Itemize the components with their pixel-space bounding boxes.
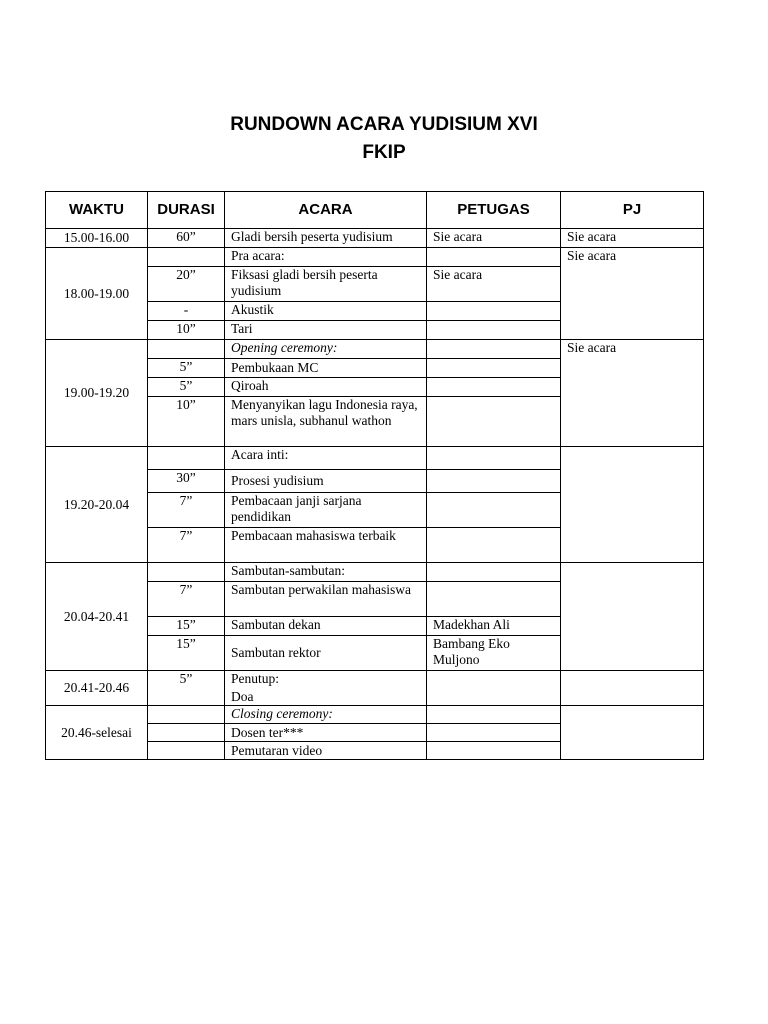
petugas-cell [427, 493, 561, 528]
petugas-cell [427, 528, 561, 563]
waktu-cell: 20.41-20.46 [46, 671, 148, 706]
acara-cell: Pembukaan MC [225, 359, 427, 378]
durasi-cell [148, 447, 225, 470]
acara-cell: Pemutaran video [225, 742, 427, 760]
petugas-cell [427, 248, 561, 267]
acara-cell: Dosen ter*** [225, 724, 427, 742]
durasi-cell: 15” [148, 617, 225, 636]
petugas-cell [427, 724, 561, 742]
acara-cell [225, 671, 427, 706]
durasi-cell [148, 563, 225, 582]
durasi-cell: 5” [148, 359, 225, 378]
durasi-cell: 15” [148, 636, 225, 671]
pj-cell [561, 671, 704, 706]
petugas-cell [427, 321, 561, 340]
pj-cell [561, 563, 704, 671]
table-row [46, 671, 704, 706]
petugas-cell [427, 378, 561, 397]
petugas-cell [427, 397, 561, 447]
header-petugas: PETUGAS [427, 192, 561, 229]
acara-cell: Akustik [225, 302, 427, 321]
durasi-cell: 7” [148, 528, 225, 563]
durasi-cell: 30” [148, 470, 225, 493]
acara-cell: Sambutan-sambutan: [225, 563, 427, 582]
durasi-cell [148, 248, 225, 267]
petugas-cell: Madekhan Ali [427, 617, 561, 636]
waktu-cell: 19.00-19.20 [46, 340, 148, 447]
acara-cell: Pra acara: [225, 248, 427, 267]
petugas-cell [427, 706, 561, 724]
waktu-cell: 20.04-20.41 [46, 563, 148, 671]
acara-cell: Sambutan perwakilan mahasiswa [225, 582, 427, 617]
petugas-cell: Sie acara [427, 229, 561, 248]
petugas-cell [427, 582, 561, 617]
acara-cell: Gladi bersih peserta yudisium [225, 229, 427, 248]
acara-cell: Closing ceremony: [225, 706, 427, 724]
durasi-cell [148, 724, 225, 742]
header-pj: PJ [561, 192, 704, 229]
durasi-cell: 10” [148, 321, 225, 340]
table-header-row [46, 192, 704, 229]
acara-cell: Acara inti: [225, 447, 427, 470]
acara-cell: Tari [225, 321, 427, 340]
pj-cell [561, 447, 704, 563]
durasi-cell: 7” [148, 582, 225, 617]
petugas-cell [427, 302, 561, 321]
document-title: RUNDOWN ACARA YUDISIUM XVI [230, 114, 538, 135]
acara-cell: Prosesi yudisium [225, 470, 427, 493]
durasi-cell [148, 742, 225, 760]
acara-cell: Sambutan rektor [225, 636, 427, 671]
table-row [46, 447, 704, 470]
durasi-cell: 5” [148, 671, 225, 706]
durasi-cell: 10” [148, 397, 225, 447]
acara-line: Penutup: [231, 671, 280, 686]
acara-cell: Pembacaan mahasiswa terbaik [225, 528, 427, 563]
petugas-cell [427, 671, 561, 706]
durasi-cell: - [148, 302, 225, 321]
acara-cell: Qiroah [225, 378, 427, 397]
acara-cell: Fiksasi gladi bersih peserta yudisium [225, 267, 427, 302]
pj-cell: Sie acara [561, 340, 704, 447]
pj-cell: Sie acara [561, 229, 704, 248]
header-acara: ACARA [225, 192, 427, 229]
header-waktu: WAKTU [46, 192, 148, 229]
petugas-cell [427, 447, 561, 470]
durasi-cell: 5” [148, 378, 225, 397]
header-durasi: DURASI [148, 192, 225, 229]
table-row [46, 706, 704, 724]
durasi-cell [148, 340, 225, 359]
waktu-cell: 15.00-16.00 [46, 229, 148, 248]
acara-cell: Pembacaan janji sarjana pendidikan [225, 493, 427, 528]
table-row [46, 248, 704, 267]
document-subtitle: FKIP [362, 142, 406, 163]
table-row [46, 340, 704, 359]
waktu-cell: 19.20-20.04 [46, 447, 148, 563]
table-row [46, 563, 704, 582]
rundown-table [45, 191, 704, 760]
table-row [46, 229, 704, 248]
petugas-cell [427, 359, 561, 378]
acara-line: Doa [231, 689, 254, 704]
durasi-cell: 20” [148, 267, 225, 302]
waktu-cell: 18.00-19.00 [46, 248, 148, 340]
petugas-cell: Bambang Eko Muljono [427, 636, 561, 671]
petugas-cell [427, 563, 561, 582]
durasi-cell: 60” [148, 229, 225, 248]
durasi-cell: 7” [148, 493, 225, 528]
waktu-cell: 20.46-selesai [46, 706, 148, 760]
petugas-cell [427, 742, 561, 760]
petugas-cell [427, 340, 561, 359]
petugas-cell [427, 470, 561, 493]
acara-cell: Opening ceremony: [225, 340, 427, 359]
acara-cell: Menyanyikan lagu Indonesia raya, mars unisla, subhanul wathon [225, 397, 427, 447]
pj-cell: Sie acara [561, 248, 704, 340]
durasi-cell [148, 706, 225, 724]
petugas-cell: Sie acara [427, 267, 561, 302]
pj-cell [561, 706, 704, 760]
acara-cell: Sambutan dekan [225, 617, 427, 636]
